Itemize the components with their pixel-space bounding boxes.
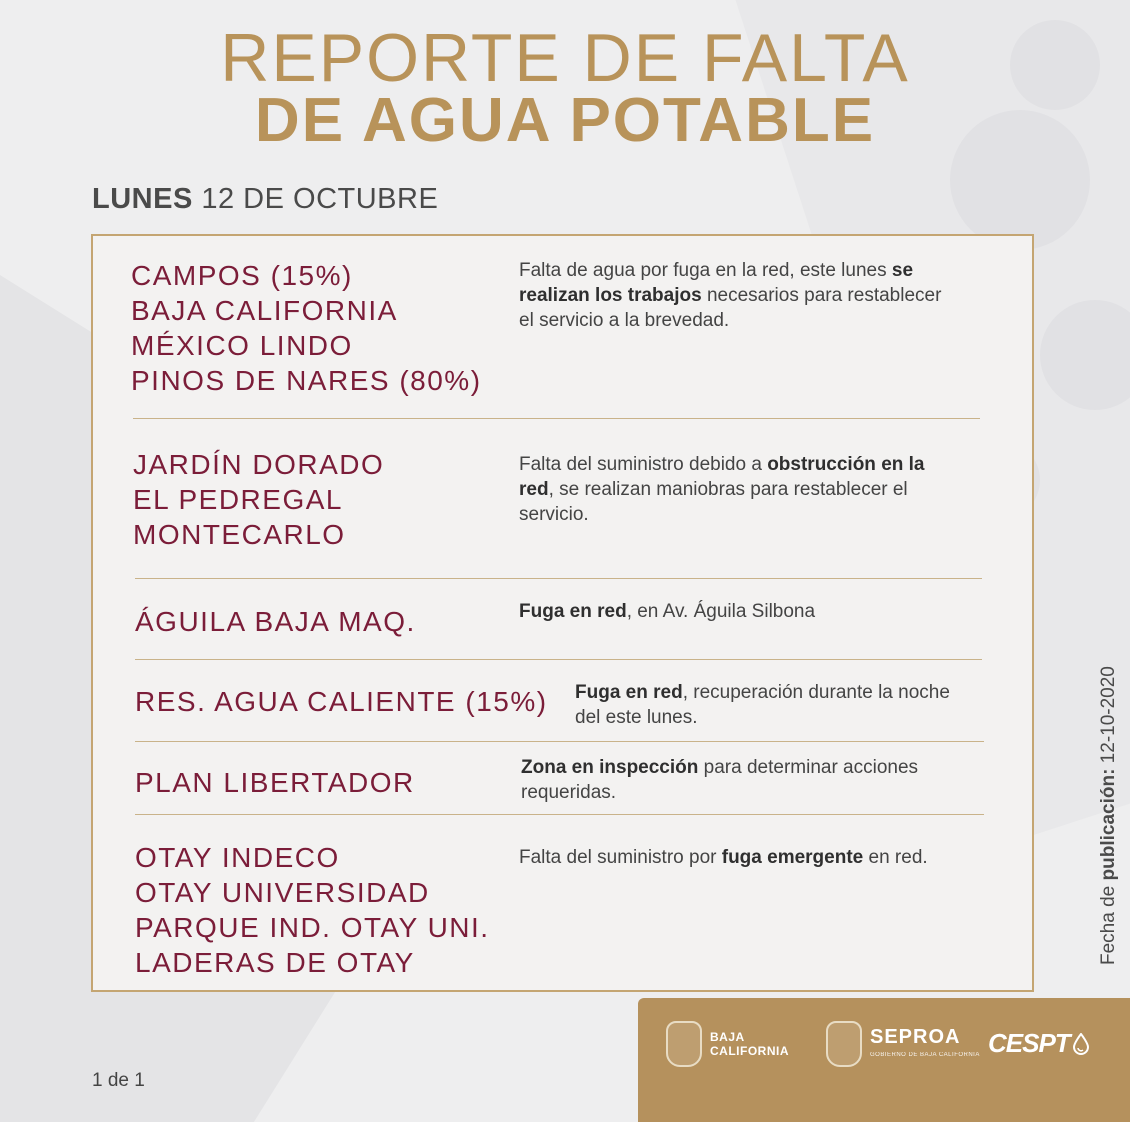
desc-text: para determinar acciones requeridas. bbox=[521, 757, 919, 803]
row-separator bbox=[135, 578, 982, 579]
title-line-1: REPORTE DE FALTA bbox=[220, 20, 910, 96]
area-name: PLAN LIBERTADOR bbox=[135, 767, 415, 798]
desc-bold: Fuga en red bbox=[519, 601, 627, 622]
report-panel bbox=[91, 234, 1034, 992]
seproa-name: SEPROA bbox=[870, 1026, 961, 1048]
desc-bold: Zona en inspección bbox=[521, 757, 699, 778]
desc-text: Falta de agua por fuga en la red, este lunes bbox=[519, 260, 892, 281]
row-separator bbox=[135, 814, 984, 815]
desc-bold: fuga emergente bbox=[721, 847, 864, 868]
seproa-subtitle: GOBIERNO DE BAJA CALIFORNIA bbox=[870, 1052, 980, 1058]
area-name: ÁGUILA BAJA MAQ. bbox=[135, 606, 416, 637]
report-description bbox=[519, 845, 959, 870]
desc-text: necesarios para restablecer el servicio a la brevedad. bbox=[519, 285, 942, 331]
baja-california-logo bbox=[666, 1021, 789, 1067]
affected-areas bbox=[133, 447, 384, 552]
area-name: LADERAS DE OTAY bbox=[135, 947, 415, 978]
state-seal-icon bbox=[826, 1021, 862, 1067]
affected-areas bbox=[135, 840, 490, 980]
gov-line-2: CALIFORNIA bbox=[710, 1044, 789, 1058]
area-name: MÉXICO LINDO bbox=[131, 330, 353, 361]
report-description bbox=[519, 599, 959, 624]
report-date bbox=[92, 183, 438, 216]
desc-text: Falta del suministro debido a bbox=[519, 454, 768, 475]
publication-date bbox=[1098, 666, 1120, 965]
seproa-logo bbox=[826, 1021, 980, 1067]
desc-bold: se realizan los trabajos bbox=[519, 260, 914, 306]
area-name: EL PEDREGAL bbox=[133, 484, 343, 515]
water-drop-icon bbox=[1073, 1033, 1089, 1055]
row-separator bbox=[135, 659, 982, 660]
report-date-rest: 12 DE OCTUBRE bbox=[192, 183, 439, 215]
row-separator bbox=[135, 741, 984, 742]
affected-areas bbox=[135, 765, 415, 800]
row-separator bbox=[133, 418, 980, 419]
report-description bbox=[575, 680, 975, 730]
cespt-name: CESPT bbox=[988, 1028, 1070, 1058]
area-name: CAMPOS (15%) bbox=[131, 260, 353, 291]
footer-logos bbox=[638, 998, 1130, 1122]
state-seal-icon bbox=[666, 1021, 702, 1067]
desc-bold: obstrucción en la red bbox=[519, 454, 925, 500]
publication-label: publicación: bbox=[1098, 768, 1119, 881]
desc-bold: Fuga en red bbox=[575, 682, 683, 703]
affected-areas bbox=[135, 604, 416, 639]
area-name: PINOS DE NARES (80%) bbox=[131, 365, 482, 396]
area-name: OTAY INDECO bbox=[135, 842, 340, 873]
area-name: RES. AGUA CALIENTE (15%) bbox=[135, 686, 548, 717]
area-name: JARDÍN DORADO bbox=[133, 449, 385, 480]
affected-areas bbox=[131, 258, 482, 398]
area-name: BAJA CALIFORNIA bbox=[131, 295, 398, 326]
area-name: PARQUE IND. OTAY UNI. bbox=[135, 912, 490, 943]
gov-line-1: BAJA bbox=[710, 1030, 745, 1044]
area-name: OTAY UNIVERSIDAD bbox=[135, 877, 430, 908]
publication-date-value: 12-10-2020 bbox=[1098, 666, 1119, 769]
publication-prefix: Fecha de bbox=[1098, 880, 1119, 965]
affected-areas bbox=[135, 684, 548, 719]
desc-text: en red. bbox=[863, 847, 928, 868]
area-name: MONTECARLO bbox=[133, 519, 346, 550]
report-day: LUNES bbox=[92, 183, 193, 215]
report-description bbox=[521, 755, 941, 805]
desc-text: Falta del suministro por bbox=[519, 847, 722, 868]
report-description bbox=[519, 452, 959, 527]
desc-text: , recuperación durante la noche del este lunes. bbox=[575, 682, 950, 728]
desc-text: , en Av. Águila Silbona bbox=[626, 601, 816, 622]
page-indicator: 1 de 1 bbox=[92, 1070, 145, 1091]
report-description bbox=[519, 258, 959, 333]
cespt-logo bbox=[988, 1028, 1089, 1059]
desc-text: , se realizan maniobras para restablecer el servicio. bbox=[519, 479, 908, 525]
title-line-2: DE AGUA POTABLE bbox=[254, 86, 876, 155]
